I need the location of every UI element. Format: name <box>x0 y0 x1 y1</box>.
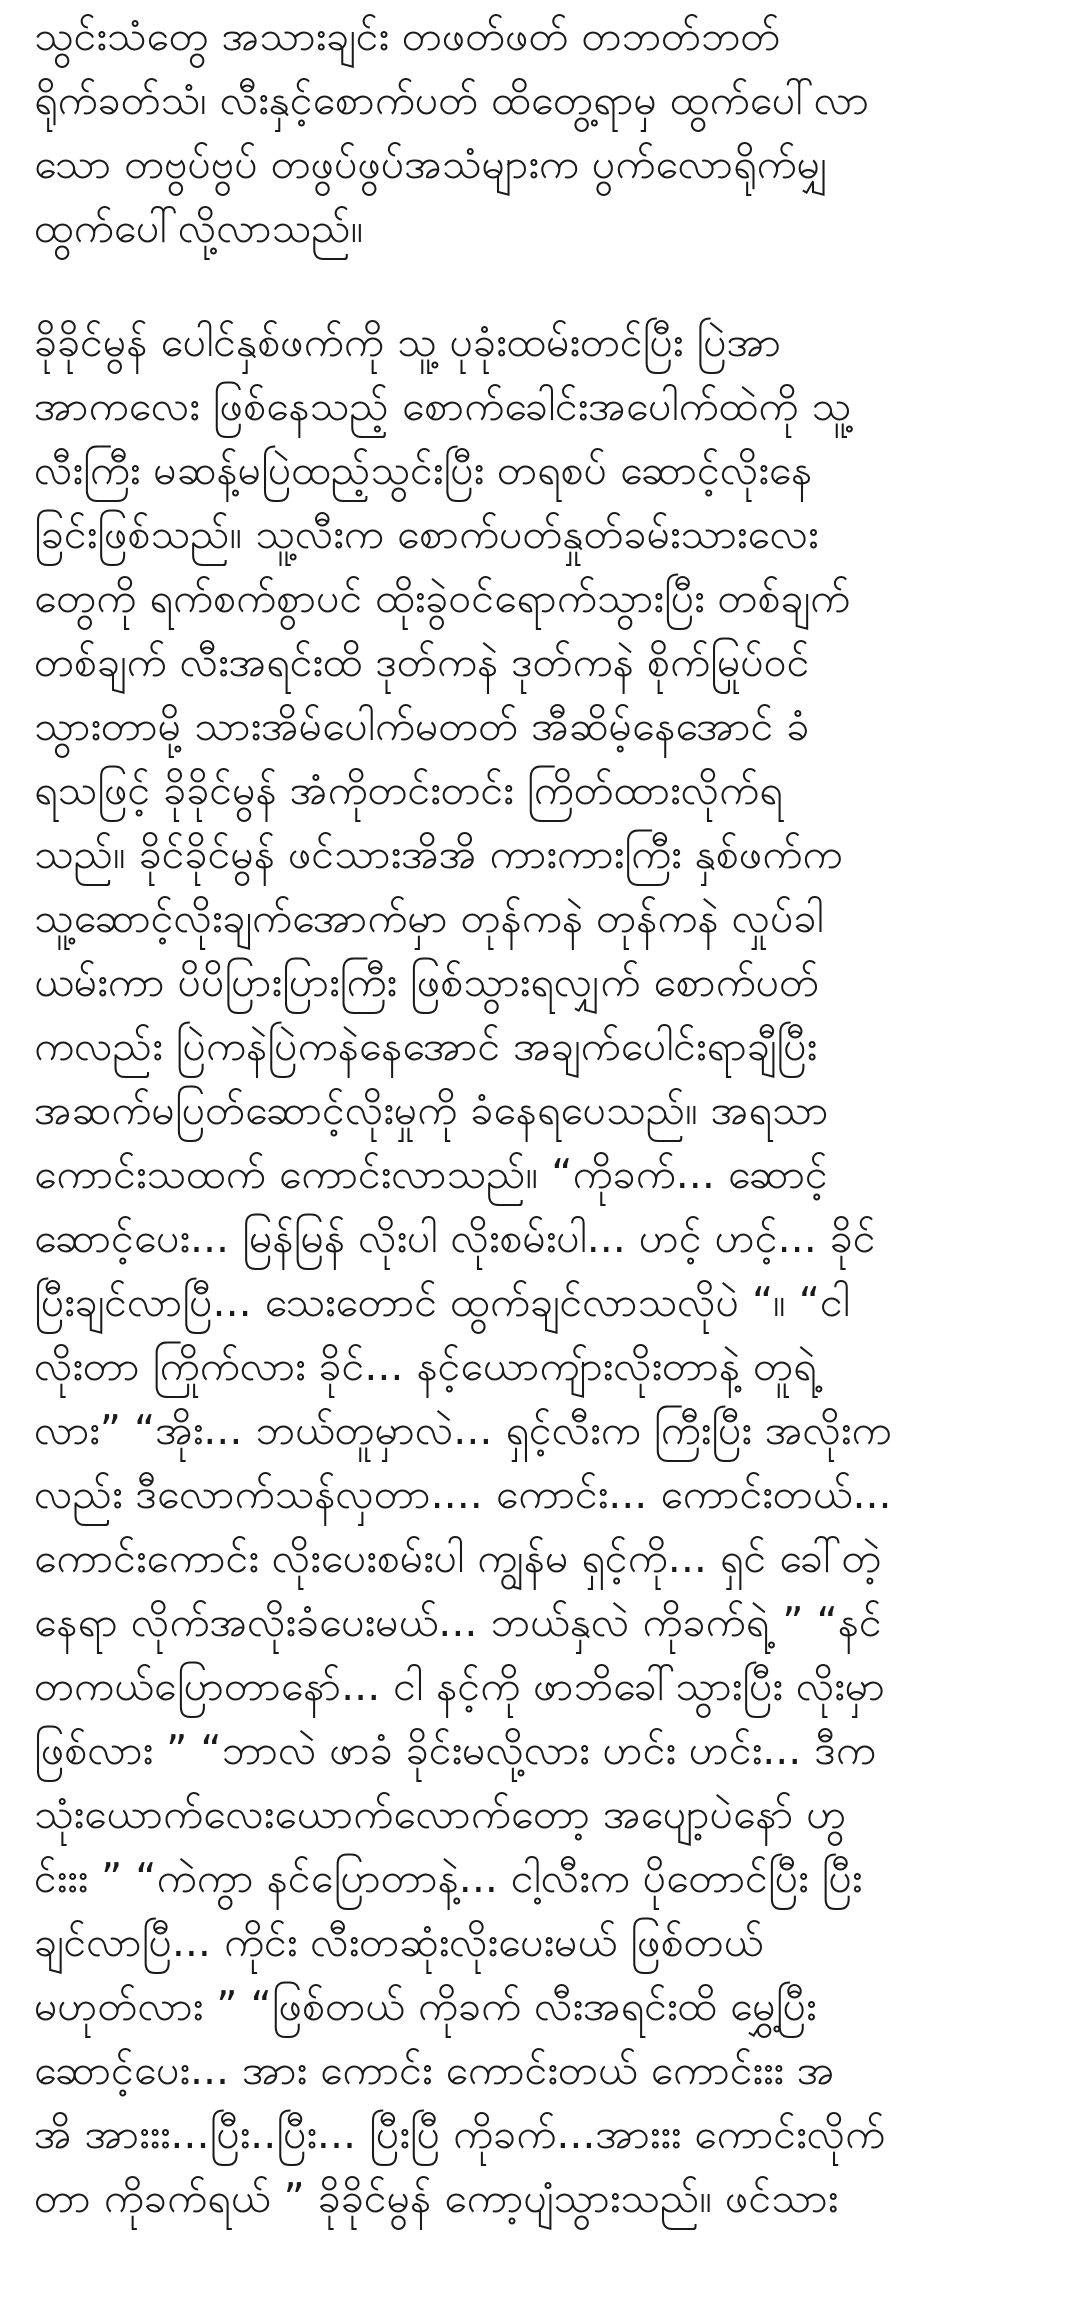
text-line: ရိုက်ခတ်သံ၊ လီးနှင့်စောက်ပတ် ထိတွေ့ရာမှ ထွက်ပေါ်လာ <box>34 76 870 124</box>
text-line: လည်း ဒီလောက်သန်လှတာ.... ကောင်း... ကောင်းတယ်... <box>34 1470 892 1518</box>
text-line: င်းးး ” “ကဲကွာ နင်ပြောတာနဲ့... ငါ့လီးက ပိုတောင်ပြီး ပြီး <box>34 1854 863 1902</box>
text-line: သွားတာမို့ သားအိမ်ပေါက်မတတ် အီဆိမ့်နေအောင် ခံ <box>34 702 810 750</box>
text-line: အဆက်မပြတ်ဆောင့်လိုးမှုကို ခံနေရပေသည်။ အရသာ <box>34 1086 829 1134</box>
text-line: သော တဗွပ်ဗွပ် တဖွပ်ဖွပ်အသံများက ပွက်လောရိုက်မျှ <box>34 140 829 188</box>
text-line: တာ ကိုခက်ရယ် ” ခိုခိုင်မွန် ကော့ပျံသွားသည်။ ဖင်သား <box>34 2174 839 2222</box>
text-line: ခိုခိုင်မွန် ပေါင်နှစ်ဖက်ကို သူ့ ပုခုံးထမ်းတင်ပြီး ပြဲအာ <box>34 318 782 366</box>
text-line: လား” “အိုး... ဘယ်တူမှာလဲ... ရှင့်လီးက ကြီးပြီး အလိုးက <box>34 1406 892 1454</box>
text-line: တစ်ချက် လီးအရင်းထိ ဒုတ်ကနဲ ဒုတ်ကနဲ စိုက်မြုပ်ဝင် <box>34 638 810 686</box>
text-line: ကလည်း ပြဲကနဲပြဲကနဲနေအောင် အချက်ပေါင်းရာချီပြီး <box>34 1022 818 1070</box>
text-line: ကောင်းသထက် ကောင်းလာသည်။ “ကိုခက်... ဆောင့် <box>34 1150 828 1198</box>
text-line: ချင်လာပြီ... ကိုင်း လီးတဆုံးလိုးပေးမယ် ဖြစ်တယ် <box>34 1918 764 1966</box>
text-line: ရသဖြင့် ခိုခိုင်မွန် အံကိုတင်းတင်း ကြိတ်ထားလိုက်ရ <box>34 766 783 814</box>
text-line: ပြီးချင်လာပြီ... သေးတောင် ထွက်ချင်လာသလိုပဲ “။ “ငါ <box>34 1278 850 1326</box>
text-line: မဟုတ်လား ” “ဖြစ်တယ် ကိုခက် လီးအရင်းထိ မွှေ့ပြီး <box>34 1982 817 2030</box>
text-line: ဖြစ်လား ” “ဘာလဲ ဖာခံ ခိုင်းမလို့လား ဟင်း ဟင်း... ဒီက <box>34 1726 876 1774</box>
text-line: သုံးယောက်လေးယောက်လောက်တော့ အပျော့ပဲနော် ဟွ <box>34 1790 847 1838</box>
text-line: ခြင်းဖြစ်သည်။ သူ့လီးက စောက်ပတ်နှုတ်ခမ်းသားလေး <box>34 510 819 558</box>
text-line: လီးကြီး မဆန့်မပြဲထည့်သွင်းပြီး တရစပ် ဆောင့်လိုးနေ <box>34 446 813 494</box>
text-line: အာကလေး ဖြစ်နေသည့် စောက်ခေါင်းအပေါက်ထဲကို သူ့ <box>34 382 852 430</box>
text-line: ဆောင့်ပေး... အား ကောင်း ကောင်းတယ် ကောင်းးး အ <box>34 2046 835 2094</box>
text-line: လိုးတာ ကြိုက်လား ခိုင်... နင့်ယောကျ်ားလိုးတာနဲ့ တူရဲ့ <box>34 1342 817 1390</box>
text-line: ထွက်ပေါ်လို့လာသည်။ <box>34 204 364 252</box>
text-line: ယမ်းကာ ပိပိပြားပြားကြီး ဖြစ်သွားရလျှက် စောက်ပတ် <box>34 958 820 1006</box>
paragraph-1 <box>34 4 1046 260</box>
text-line: သွင်းသံတွေ အသားချင်း တဖတ်ဖတ် တဘတ်ဘတ် <box>34 12 781 60</box>
text-line: နေရာ လိုက်အလိုးခံပေးမယ်... ဘယ်နှလဲ ကိုခက်ရဲ့ ” “နင် <box>34 1598 882 1646</box>
text-line: တွေကို ရက်စက်စွာပင် ထိုးခွဲဝင်ရောက်သွားပြီး တစ်ချက် <box>34 574 851 622</box>
text-line: ဆောင့်ပေး... မြန်မြန် လိုးပါ လိုးစမ်းပါ... ဟင့် ဟင့်... ခိုင် <box>34 1214 876 1262</box>
text-line: တကယ်ပြောတာနော်... ငါ နင့်ကို ဖာဘိခေါ်သွားပြီး လိုးမှာ <box>34 1662 885 1710</box>
text-line: သူ့ဆောင့်လိုးချက်အောက်မှာ တုန်ကနဲ တုန်ကနဲ လှုပ်ခါ <box>34 894 824 942</box>
text-line: အိ အားးး...ပြီး..ပြီး... ပြီးပြီ ကိုခက်...အားးး ကောင်းလိုက် <box>34 2110 886 2158</box>
paragraph-2 <box>34 310 1046 2230</box>
text-line: ကောင်းကောင်း လိုးပေးစမ်းပါ ကျွန်မ ရှင့်ကို... ရှင် ခေါ်တဲ့ <box>34 1534 882 1582</box>
text-line: သည်။ ခိုင်ခိုင်မွန် ဖင်သားအိအိ ကားကားကြီး နှစ်ဖက်က <box>34 830 843 878</box>
